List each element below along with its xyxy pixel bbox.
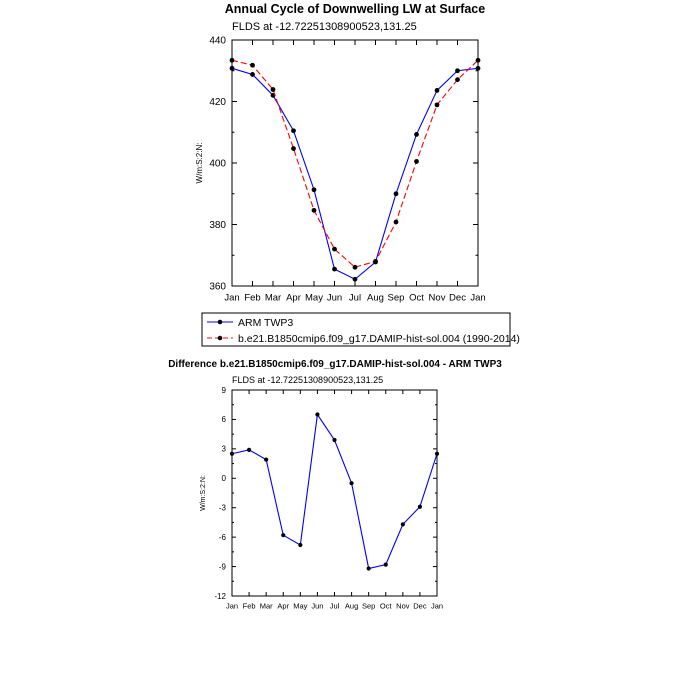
chart1-series-2-point	[455, 77, 460, 82]
chart1-series-2-point	[373, 259, 378, 264]
chart1-y-tick-label: 440	[209, 35, 226, 47]
legend-marker-series-1	[218, 320, 223, 325]
chart1-x-tick-label: Dec	[449, 292, 466, 304]
chart1-x-tick-label: Oct	[409, 292, 424, 304]
chart2-y-axis-label: W/m:S:2:N:	[200, 475, 207, 511]
chart2-x-tick-label: Jan	[430, 601, 444, 611]
chart1-series-1-point	[476, 66, 481, 71]
chart1-series-2-point	[230, 58, 235, 63]
chart2-series-1-point	[384, 563, 388, 567]
chart1-series-2-point	[353, 265, 358, 270]
chart2-y-tick-label: 6	[221, 415, 226, 425]
chart2-y-tick-label: -6	[218, 532, 226, 542]
chart2-x-tick-label: Apr	[277, 601, 290, 611]
chart1-x-tick-label: May	[305, 292, 323, 304]
chart1-series-1-point	[353, 277, 358, 282]
chart2-series-1-point	[247, 448, 251, 452]
chart1-title: Annual Cycle of Downwelling LW at Surface	[224, 2, 486, 16]
chart1-x-tick-label: Aug	[367, 292, 384, 304]
chart1-series-2-point	[332, 247, 337, 252]
chart2-series-1-point	[367, 566, 371, 570]
chart2-series-1-point	[349, 481, 353, 485]
chart2-series-1-point	[435, 452, 439, 456]
chart2-x-tick-label: Feb	[242, 601, 256, 611]
legend-label-series-1: ARM TWP3	[238, 317, 294, 329]
chart2-x-tick-label: Aug	[344, 601, 359, 611]
chart1-series-2-point	[291, 146, 296, 151]
chart1-series-1-point	[312, 187, 317, 192]
chart2-series-1-point	[298, 543, 302, 547]
chart1-subtitle: FLDS at -12.72251308900523,131.25	[232, 21, 417, 33]
chart1-y-tick-label: 400	[209, 158, 226, 170]
chart1-x-tick-label: Jun	[326, 292, 343, 304]
chart2-x-tick-label: Nov	[396, 601, 410, 611]
chart1-x-tick-label: Sep	[387, 292, 405, 304]
chart1-x-tick-label: Jan	[470, 292, 486, 304]
chart1-series-2-point	[435, 102, 440, 107]
chart2-series-1-point	[315, 412, 319, 416]
chart2-x-tick-label: Jan	[225, 601, 239, 611]
chart2-x-tick-label: Mar	[259, 601, 273, 611]
chart2-x-tick-label: Jul	[329, 601, 340, 611]
chart2-x-tick-label: May	[293, 601, 308, 611]
chart1-series-2-point	[476, 58, 481, 63]
chart1-series-1-point	[414, 132, 419, 137]
chart2-subtitle: FLDS at -12.72251308900523,131.25	[232, 375, 384, 385]
chart1-series-1-point	[230, 66, 235, 71]
chart1-x-tick-label: Jan	[224, 292, 240, 304]
chart2-y-tick-label: 3	[221, 444, 226, 454]
chart1-series-2-point	[394, 220, 399, 225]
chart1-legend	[202, 313, 520, 346]
chart2-plot-area	[214, 386, 443, 611]
chart2-series-1-point	[230, 452, 234, 456]
chart1-series-1-point	[435, 88, 440, 93]
chart1-series-2-point	[414, 159, 419, 164]
chart1-series-2-point	[271, 87, 276, 92]
chart1-series-1-point	[394, 191, 399, 196]
chart2-y-tick-label: 0	[221, 474, 226, 484]
chart2-y-tick-label: -12	[214, 591, 226, 601]
chart1-series-1-point	[291, 128, 296, 133]
chart1-x-tick-label: Jul	[348, 292, 362, 304]
chart1-x-tick-label: Apr	[286, 292, 301, 304]
chart1-series-1-line	[232, 68, 478, 279]
legend-label-series-2: b.e21.B1850cmip6.f09_g17.DAMIP-hist-sol.004 (1990-2014)	[238, 333, 520, 345]
chart2-series-1-point	[401, 522, 405, 526]
chart2-x-tick-label: Sep	[361, 601, 376, 611]
chart2-series-1-point	[281, 533, 285, 537]
chart2-series-1-line	[232, 415, 437, 569]
chart-difference	[168, 359, 502, 611]
chart1-x-tick-label: Feb	[244, 292, 261, 304]
chart1-series-1-point	[250, 72, 255, 77]
chart-annual-cycle	[195, 2, 520, 346]
chart1-x-tick-label: Mar	[264, 292, 282, 304]
chart2-axes-frame	[232, 390, 437, 596]
chart2-series-1-point	[264, 458, 268, 462]
chart2-title: Difference b.e21.B1850cmip6.f09_g17.DAMIP-hist-sol.004 - ARM TWP3	[168, 359, 502, 370]
chart2-y-tick-label: 9	[221, 385, 226, 395]
chart2-x-tick-label: Oct	[379, 601, 392, 611]
chart2-x-tick-label: Dec	[413, 601, 427, 611]
chart1-series-1-point	[332, 267, 337, 272]
chart1-x-tick-label: Nov	[428, 292, 446, 304]
chart2-y-tick-label: -3	[218, 503, 226, 513]
chart1-plot-area	[209, 36, 485, 304]
chart1-axes-frame	[232, 40, 478, 286]
chart2-x-tick-label: Jun	[311, 601, 324, 611]
chart1-series-2-point	[250, 63, 255, 68]
legend-marker-series-2	[218, 336, 223, 341]
chart1-series-2-point	[312, 208, 317, 213]
chart2-y-tick-label: -9	[218, 562, 226, 572]
chart1-y-tick-label: 420	[209, 97, 226, 108]
chart1-series-1-point	[455, 68, 460, 73]
chart1-y-tick-label: 380	[209, 220, 226, 231]
chart2-series-1-point	[332, 438, 336, 442]
chart2-series-1-point	[418, 505, 422, 509]
chart1-y-axis-label: W/m:S:2:N:	[195, 142, 204, 184]
chart1-y-tick-label: 360	[209, 281, 226, 293]
